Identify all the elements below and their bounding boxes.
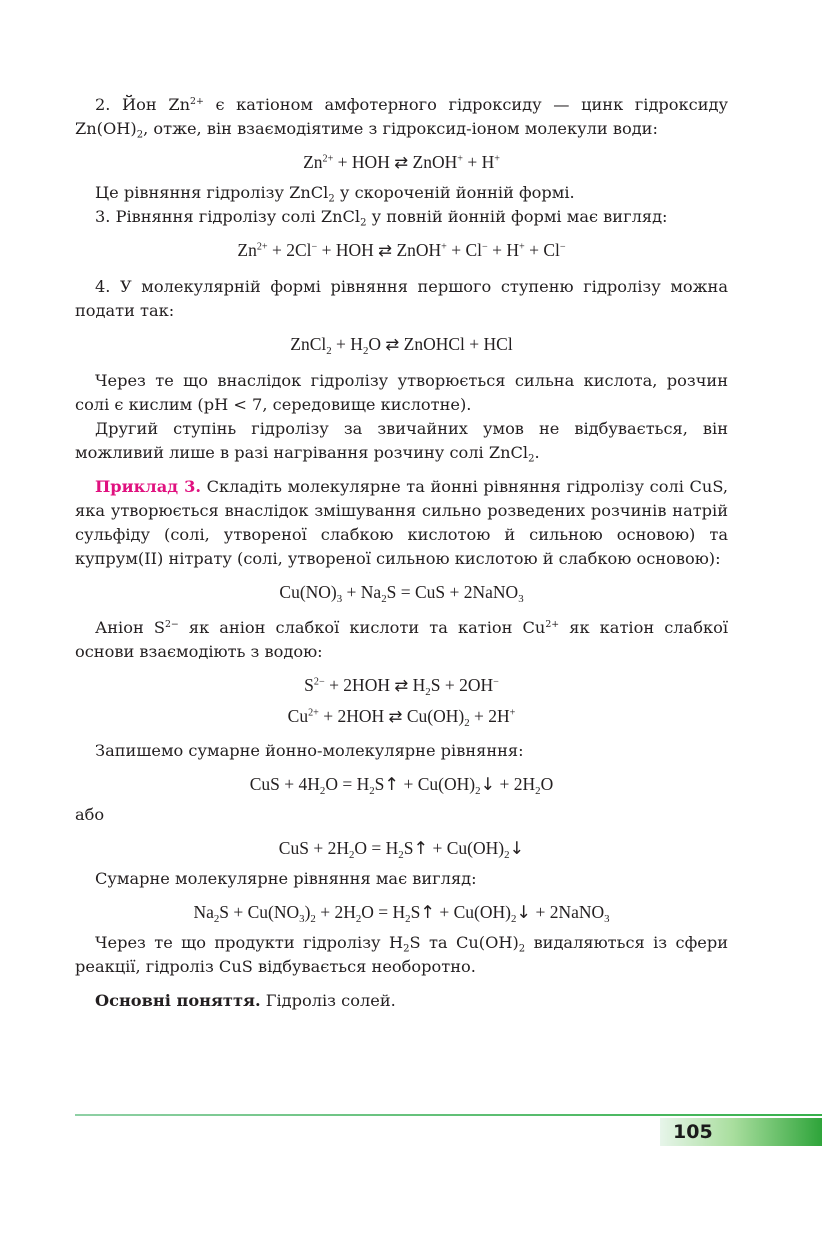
example-text: Складіть молекулярне та йонні рівняння гідролізу солі CuS, яка утворюється внаслідок змішування сильно розведених розчинів натрій сульфіду (солі, утвореної слабкою кислотою й сильною основою) та купрум(ІІ) нітрату (солі, утвореної сильною кислотою й слабкою основою): (75, 477, 728, 568)
example-label: Приклад 3. (95, 477, 201, 496)
key-concepts (75, 989, 728, 1013)
paragraph-12: Через те що продукти гідролізу $H_2S$ та $Cu(OH)_2$ видаляються із сфери реакції, гідроліз CuS відбувається необоротно. (75, 933, 728, 976)
equation-2: $Zn^{2+} + 2Cl^-$ + HOH ⇄ ZnOH+ + Cl− + H+ + Cl− (237, 240, 566, 260)
paragraph-11: Сумарне молекулярне рівняння має вигляд: (95, 869, 477, 888)
paragraph-10: або (75, 805, 105, 824)
footer-divider (75, 1114, 822, 1116)
paragraph-5: Через те що внаслідок гідролізу утворюється сильна кислота, розчин солі є кислим (pH < 7, середовище кислотне). (75, 371, 728, 414)
paragraph-1: 2. Йон $Zn^{2+}$ є катіоном амфотерного гідроксиду — цинк гідроксиду $Zn(OH)_2$, отже, він взаємодіятиме з гідроксид-іоном молекули води: (75, 95, 729, 141)
key-concepts-label: Основні поняття. (95, 991, 261, 1010)
paragraph-2: Це рівняння гідролізу ZnCl$_2$ у скороченій йонній формі. (95, 183, 575, 205)
page-number: 105 (673, 1121, 713, 1143)
equation-9: $Na_2S + Cu(NO_3)_2 + 2H_2O$ = $H_2S↑$ + $Cu(OH)_2↓$ + 2NaNO$_3$ (193, 902, 610, 925)
paragraph-6: Другий ступінь гідролізу за звичайних умов не відбувається, він можливий лише в разі нагрівання розчину солі ZnCl$_2$. (75, 419, 728, 465)
equation-1: $Zn^{2+}$ + HOH ⇄ ZnOH+ + H+ (303, 152, 500, 172)
key-concepts-text: Гідроліз солей. (265, 991, 396, 1010)
paragraph-9: Запишемо сумарне йонно-молекулярне рівняння: (95, 741, 524, 760)
paragraph-8: Аніон $S^{2-}$ як аніон слабкої кислоти та катіон $Cu^{2+}$ як катіон слабкої основи взаємодіють з водою: (75, 618, 728, 661)
equation-6: $Cu^{2+} + 2HOH$ ⇄ $Cu(OH)_2 + 2H^+$ (287, 706, 516, 729)
page-body (75, 93, 728, 1013)
equation-8: CuS + $2H_2O$ = $H_2S↑$ + $Cu(OH)_2↓$ (278, 838, 525, 861)
equation-4: $Cu(NO)_3 + Na_2S$ = CuS + 2NaNO$_3$ (279, 582, 524, 605)
equation-7: CuS + $4H_2O$ = $H_2S↑$ + $Cu(OH)_2↓ + 2H_2O$ (249, 774, 554, 797)
paragraph-4: 4. У молекулярній формі рівняння першого ступеню гідролізу можна подати так: (75, 277, 728, 320)
equation-5: $S^{2-} + 2HOH$ ⇄ $H_2S + 2OH^-$ (304, 675, 499, 698)
paragraph-3: 3. Рівняння гідролізу солі ZnCl$_2$ у повній йонній формі має вигляд: (95, 207, 668, 229)
example-paragraph (75, 475, 728, 571)
equation-3: ZnCl$_2$ + $H_2O$ ⇄ ZnOHCl + HCl (290, 334, 513, 357)
